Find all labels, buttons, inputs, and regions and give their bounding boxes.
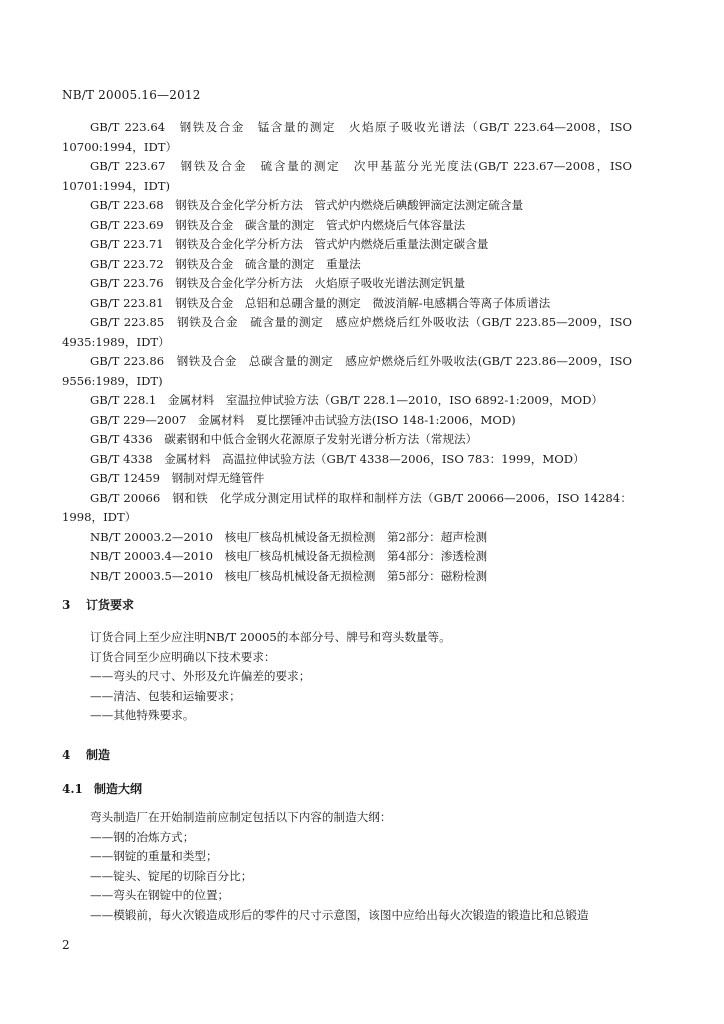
- section-number: 4: [62, 748, 71, 762]
- list-item: ——模锻前，每火次锻造成形后的零件的尺寸示意图，该图中应给出每火次锻造的锻造比和总锻造: [90, 907, 589, 922]
- section-4-heading: [62, 746, 110, 763]
- reference-item: GB/T 223.68 钢铁及合金化学分析方法 管式炉内燃烧后碘酸钾滴定法测定硫含量: [90, 198, 524, 212]
- section-number: 4.1: [62, 782, 83, 796]
- list-item: ——锭头、锭尾的切除百分比；: [90, 868, 253, 883]
- reference-item: GB/T 223.71 钢铁及合金化学分析方法 管式炉内燃烧后重量法测定碳含量: [90, 237, 489, 251]
- reference-item: GB/T 229—2007 金属材料 夏比摆锤冲击试验方法(ISO 148-1:2006，MOD): [90, 412, 516, 427]
- reference-item: GB/T 4338 金属材料 高温拉伸试验方法（GB/T 4338—2006，ISO 783：1999，MOD）: [90, 451, 585, 466]
- standard-number-header: NB/T 20005.16—2012: [62, 88, 201, 102]
- list-item: ——钢的冶炼方式；: [90, 829, 195, 844]
- normative-references-list: [62, 118, 632, 586]
- reference-item: GB/T 223.67 钢铁及合金 硫含量的测定 次甲基蓝分光光度法(GB/T 223.67—2008，ISO 10701:1994，IDT): [62, 159, 632, 193]
- section-4-1-body: [90, 808, 635, 925]
- section-number: 3: [62, 598, 71, 612]
- reference-item: GB/T 223.76 钢铁及合金化学分析方法 火焰原子吸收光谱法测定钒量: [90, 276, 466, 290]
- section-4-1-heading: [62, 780, 142, 797]
- reference-item: GB/T 223.81 钢铁及合金 总铝和总硼含量的测定 微波消解-电感耦合等离子体质谱法: [90, 295, 551, 310]
- section-3-heading: [62, 596, 134, 613]
- reference-item: GB/T 4336 碳素钢和中低合金钢火花源原子发射光谱分析方法（常规法）: [90, 432, 478, 446]
- list-item: ——其他特殊要求。: [90, 708, 195, 722]
- reference-item: GB/T 12459 钢制对焊无缝管件: [90, 471, 265, 485]
- page-number: 2: [62, 938, 70, 952]
- paragraph-line: 订货合同至少应明确以下技术要求：: [90, 649, 276, 664]
- section-title: 制造大纲: [94, 782, 143, 796]
- list-item: ——弯头在钢锭中的位置；: [90, 888, 230, 902]
- reference-item: GB/T 223.69 钢铁及合金 碳含量的测定 管式炉内燃烧后气体容量法: [90, 217, 466, 232]
- reference-item: GB/T 223.86 钢铁及合金 总碳含量的测定 感应炉燃烧后红外吸收法(GB/T 223.86—2009，ISO 9556:1989，IDT): [62, 354, 632, 388]
- reference-item: GB/T 223.85 钢铁及合金 硫含量的测定 感应炉燃烧后红外吸收法（GB/T 223.85—2009，ISO 4935:1989，IDT）: [62, 315, 632, 349]
- list-item: ——清洁、包装和运输要求；: [90, 688, 241, 703]
- reference-item: GB/T 223.72 钢铁及合金 硫含量的测定 重量法: [90, 256, 361, 271]
- list-item: ——弯头的尺寸、外形及允许偏差的要求；: [90, 669, 311, 683]
- section-3-body: [90, 628, 635, 726]
- section-title: 订货要求: [86, 598, 135, 612]
- reference-item: NB/T 20003.4—2010 核电厂核岛机械设备无损检测 第4部分：渗透检测: [90, 549, 488, 563]
- reference-item: GB/T 20066 钢和铁 化学成分测定用试样的取样和制样方法（GB/T 20066—2006，ISO 14284：1998，IDT）: [62, 490, 632, 524]
- paragraph-line: 订货合同上至少应注明NB/T 20005的本部分号、牌号和弯头数量等。: [90, 630, 451, 644]
- section-title: 制造: [86, 748, 111, 762]
- reference-item: NB/T 20003.5—2010 核电厂核岛机械设备无损检测 第5部分：磁粉检测: [90, 568, 488, 583]
- reference-item: NB/T 20003.2—2010 核电厂核岛机械设备无损检测 第2部分：超声检测: [90, 529, 488, 544]
- list-item: ——钢锭的重量和类型；: [90, 849, 218, 863]
- paragraph-line: 弯头制造厂在开始制造前应制定包括以下内容的制造大纲：: [90, 810, 392, 824]
- reference-item: GB/T 223.64 钢铁及合金 锰含量的测定 火焰原子吸收光谱法（GB/T 223.64—2008，ISO 10700:1994，IDT）: [62, 120, 632, 154]
- reference-item: GB/T 228.1 金属材料 室温拉伸试验方法（GB/T 228.1—2010，ISO 6892-1:2009，MOD）: [90, 393, 603, 407]
